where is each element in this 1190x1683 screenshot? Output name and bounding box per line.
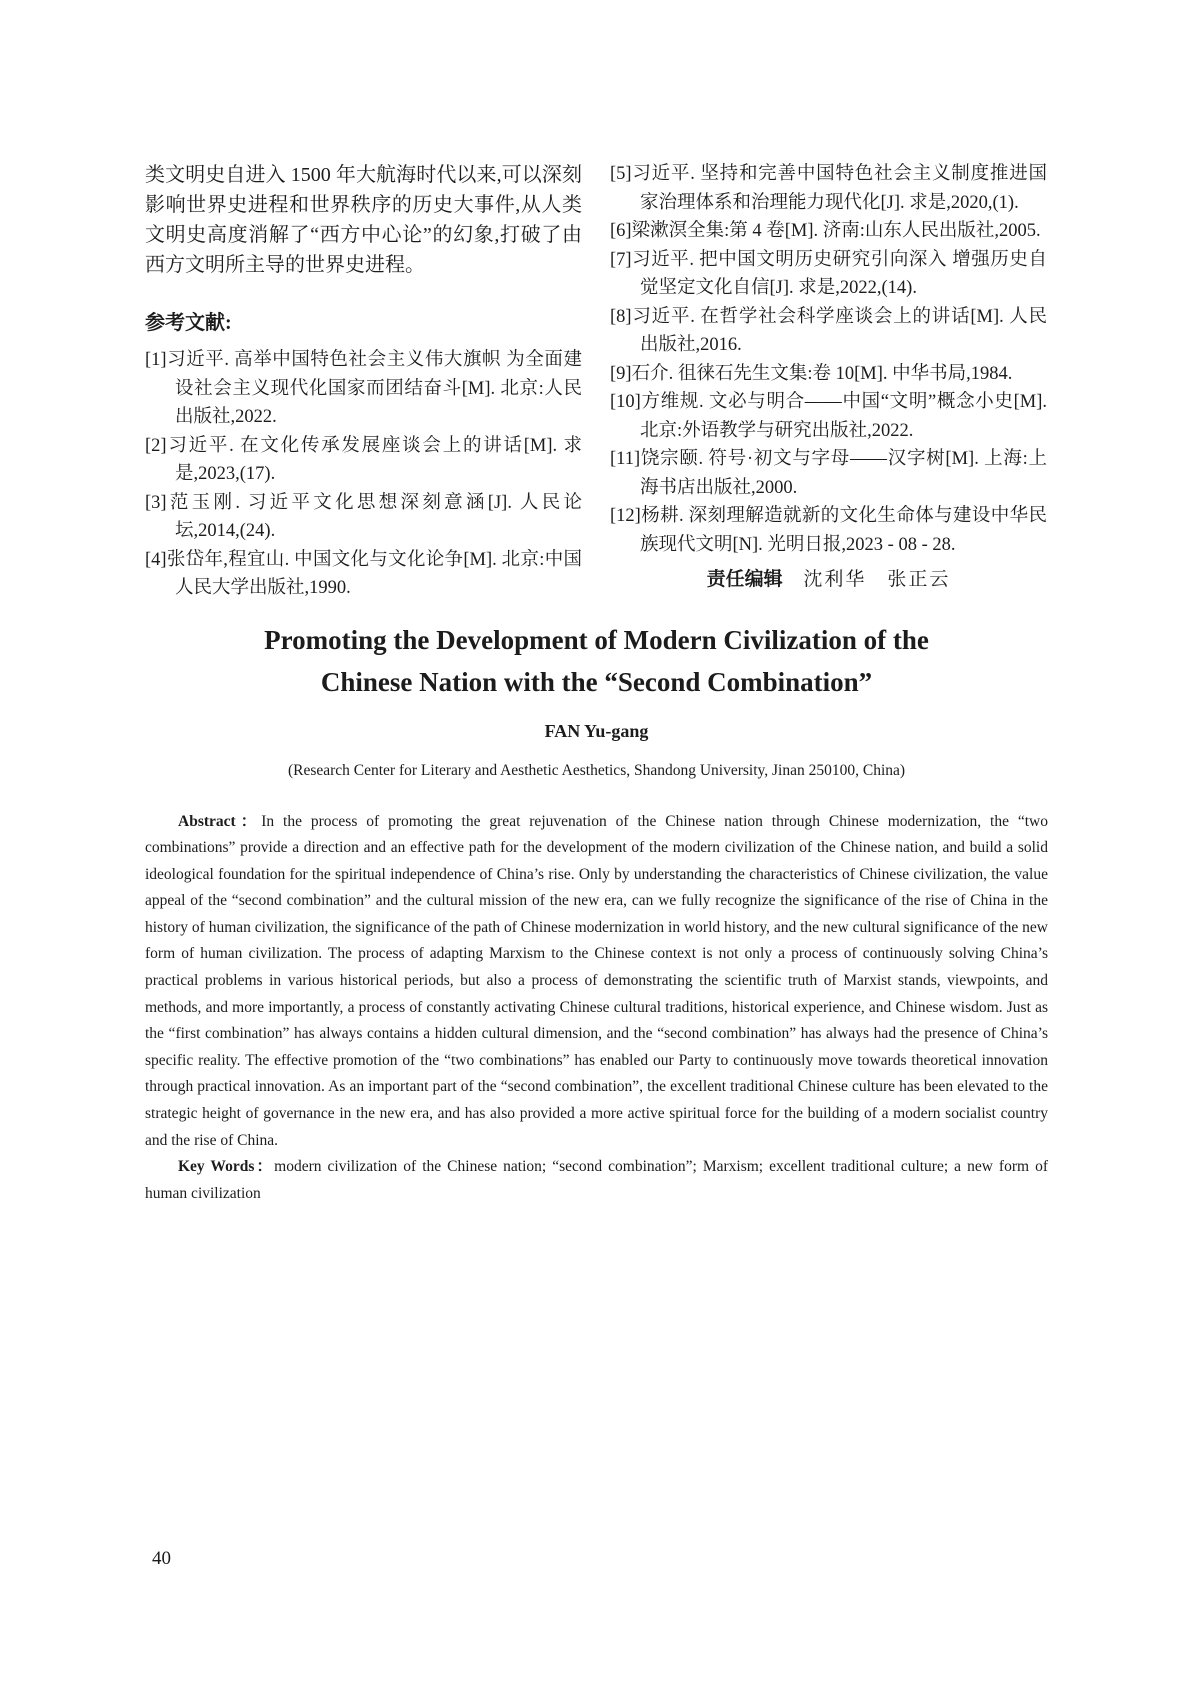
abstract-label: Abstract：: [178, 812, 262, 830]
article-title: [145, 619, 1048, 703]
left-column: [145, 160, 582, 603]
reference-item-10: [10]方维规. 文必与明合——中国“文明”概念小史[M]. 北京:外语教学与研究出版社,2022.: [610, 392, 1047, 441]
reference-item-12: [12]杨耕. 深刻理解造就新的文化生命体与建设中华民族现代文明[N]. 光明日报,2023 - 08 - 28.: [610, 506, 1047, 555]
abstract-paragraph: [145, 809, 1048, 1155]
reference-item-11: [11]饶宗颐. 符号·初文与字母——汉字树[M]. 上海:上海书店出版社,2000.: [610, 449, 1047, 498]
reference-item-6: [6]梁漱溟全集:第 4 卷[M]. 济南:山东人民出版社,2005.: [610, 221, 1041, 241]
reference-item-4: [4]张岱年,程宜山. 中国文化与文化论争[M]. 北京:中国人民大学出版社,1990.: [145, 549, 582, 598]
reference-item-8: [8]习近平. 在哲学社会科学座谈会上的讲话[M]. 人民出版社,2016.: [610, 306, 1047, 355]
article-title-line-2: Chinese Nation with the “Second Combination”: [320, 666, 873, 697]
article-head: [145, 619, 1048, 782]
intro-paragraph: 类文明史自进入 1500 年大航海时代以来,可以深刻影响世界史进程和世界秩序的历史大事件,从人类文明史高度消解了“西方中心论”的幻象,打破了由西方文明所主导的世界史进程。: [145, 164, 582, 276]
keywords-paragraph: [145, 1154, 1048, 1207]
page-content: [145, 160, 1048, 1207]
references-columns: [145, 160, 1048, 603]
reference-item-2: [2]习近平. 在文化传承发展座谈会上的讲话[M]. 求是,2023,(17).: [145, 435, 582, 484]
reference-item-1: [1]习近平. 高举中国特色社会主义伟大旗帜 为全面建设社会主义现代化国家而团结奋斗[M]. 北京:人民出版社,2022.: [145, 350, 582, 427]
author-affiliation: (Research Center for Literary and Aesthetic Aesthetics, Shandong University, Jinan 250100, China): [287, 761, 906, 779]
article-title-line-1: Promoting the Development of Modern Civilization of the: [264, 624, 929, 655]
page-number: 40: [152, 1548, 171, 1569]
reference-item-3: [3]范玉刚. 习近平文化思想深刻意涵[J]. 人民论坛,2014,(24).: [145, 492, 582, 541]
reference-item-5: [5]习近平. 坚持和完善中国特色社会主义制度推进国家治理体系和治理能力现代化[J]. 求是,2020,(1).: [610, 164, 1047, 213]
keywords-label: Key Words：: [178, 1158, 275, 1176]
reference-item-7: [7]习近平. 把中国文明历史研究引向深入 增强历史自觉坚定文化自信[J]. 求是,2022,(14).: [610, 249, 1047, 298]
abstract-text: In the process of promoting the great rejuvenation of the Chinese nation through Chinese modernization, the “two combinations” provide a direction and an effective path for the development of the modern civilization of the Chinese nation, and build a solid ideological foundation for the spiritual independence of China’s rise. Only by understanding the characteristics of Chinese civilization, the value appeal of the “second combination” and the cultural mission of the new era, can we fully recognize the significance of the rise of China in the history of human civilization, the significance of the path of Chinese modernization in world history, and the new cultural significance of the new form of human civilization. The process of adapting Marxism to the Chinese context is not only a process of continuously solving China’s practical problems in various historical periods, but also a process of demonstrating the scientific truth of Marxist stands, viewpoints, and methods, and more importantly, a process of constantly activating Chinese cultural traditions, historical experience, and Chinese wisdom. Just as the “first combination” has always contains a hidden cultural dimension, and the “second combination” has always had the presence of China’s specific reality. The effective promotion of the “two combinations” has enabled our Party to continuously move towards theoretical innovation through practical innovation. As an important part of the “second combination”, the excellent traditional Chinese culture has been elevated to the strategic height of governance in the new era, and has also provided a more active spiritual force for the building of a modern socialist country and the rise of China.: [145, 812, 1048, 1149]
references-heading: 参考文献:: [145, 312, 232, 334]
author-name: FAN Yu-gang: [544, 720, 649, 741]
right-column: [610, 160, 1047, 603]
editor-label: 责任编辑: [706, 569, 783, 590]
reference-item-9: [9]石介. 徂徕石先生文集:卷 10[M]. 中华书局,1984.: [610, 363, 1013, 384]
editor-line: [610, 565, 1047, 595]
keywords-text: modern civilization of the Chinese nation; “second combination”; Marxism; excellent traditional culture; a new form of human civilization: [145, 1158, 1048, 1202]
editor-names: 沈利华 张正云: [803, 569, 951, 590]
